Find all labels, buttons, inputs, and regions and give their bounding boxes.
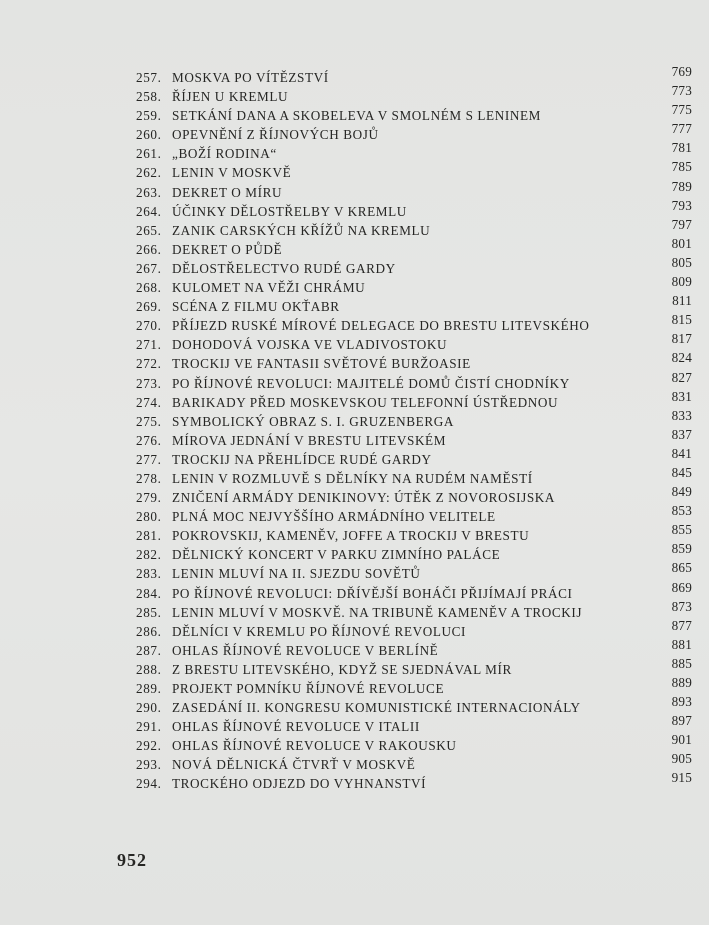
toc-entry [136,541,696,564]
entry-page: 817 [671,331,692,347]
entry-page: 777 [671,121,692,137]
entry-title: DOHODOVÁ VOJSKA VE VLADIVOSTOKU [172,337,448,353]
entry-title: OHLAS ŘÍJNOVÉ REVOLUCE V BERLÍNĚ [172,642,439,658]
entry-number: 272. [136,356,162,372]
entry-page: 859 [671,541,692,557]
toc-entry [136,159,696,182]
entry-page: 905 [671,751,692,767]
toc-entry [136,503,696,526]
toc-entry [136,369,696,393]
entry-number: 292. [136,738,162,754]
toc-entry [136,254,696,278]
entry-page: 805 [671,254,692,270]
entry-title: ZNIČENÍ ARMÁDY DENIKINOVY: ÚTĚK Z NOVOROSIJSKA [172,490,556,506]
toc-entry [136,464,696,488]
toc-entry [136,83,696,106]
toc-entry [136,522,696,545]
entry-number: 261. [136,146,162,162]
entry-number: 286. [136,623,162,639]
entry-title: PLNÁ MOC NEJVYŠŠÍHO ARMÁDNÍHO VELITELE [172,509,496,525]
entry-title: SETKÁNÍ DANA A SKOBELEVA V SMOLNÉM S LENINEM [172,108,541,124]
toc-entry [136,636,696,660]
entry-number: 263. [136,184,162,200]
toc-entry [136,732,696,755]
entry-page: 797 [671,216,692,232]
entry-title: KULOMET NA VĚŽI CHRÁMU [172,280,366,296]
entry-page: 789 [671,178,692,194]
entry-number: 277. [136,451,162,467]
entry-title: ŘÍJEN U KREMLU [172,89,289,105]
toc-entry [136,484,696,507]
entry-page: 869 [671,579,692,595]
table-of-contents [136,64,696,794]
entry-title: BARIKADY PŘED MOSKEVSKOU TELEFONNÍ ÚSTŘEDNOU [172,394,559,410]
entry-title: NOVÁ DĚLNICKÁ ČTVRŤ V MOSKVĚ [172,757,416,773]
toc-entry [136,140,696,163]
entry-number: 275. [136,413,162,429]
entry-number: 262. [136,165,162,181]
entry-title: ZANIK CARSKÝCH KŘÍŽŮ NA KREMLU [172,222,431,238]
entry-title: PO ŘÍJNOVÉ REVOLUCI: DŘÍVĚJŠÍ BOHÁČI PŘIJÍMAJÍ PRÁCI [172,585,573,601]
toc-entry [136,293,696,316]
entry-page: 889 [671,675,692,690]
entry-number: 280. [136,509,162,525]
entry-title: DEKRET O MÍRU [172,184,283,200]
entry-title: DĚLNICKÝ KONCERT V PARKU ZIMNÍHO PALÁCE [172,547,501,563]
entry-number: 293. [136,757,162,773]
toc-entry [136,274,696,297]
toc-entry [136,598,696,622]
toc-entry [136,102,696,125]
entry-page: 815 [671,312,692,328]
entry-title: DĚLOSTŘELECTVO RUDÉ GARDY [172,260,396,276]
entry-page: 881 [671,636,692,652]
entry-title: DEKRET O PŮDĚ [172,241,283,257]
entry-title: ZASEDÁNÍ II. KONGRESU KOMUNISTICKÉ INTERNACIONÁLY [172,700,581,716]
entry-page: 775 [671,102,692,118]
entry-title: MOSKVA PO VÍTĚZSTVÍ [172,70,329,85]
entry-number: 265. [136,222,162,238]
entry-page: 769 [671,64,692,79]
entry-title: LENIN V ROZMLUVĚ S DĚLNÍKY NA RUDÉM NAMĚSTÍ [172,470,533,486]
entry-page: 915 [671,770,692,786]
entry-number: 269. [136,299,162,315]
toc-entry [136,751,696,774]
toc-entry [136,579,696,603]
entry-number: 279. [136,490,162,506]
entry-page: 785 [671,159,692,175]
entry-number: 284. [136,585,162,601]
toc-entry [136,655,696,679]
entry-number: 287. [136,642,162,658]
toc-entry [136,216,696,240]
entry-title: „BOŽÍ RODINA“ [172,146,277,162]
entry-title: POKROVSKIJ, KAMENĚV, JOFFE A TROCKIJ V BRESTU [172,528,530,544]
entry-title: PŘÍJEZD RUSKÉ MÍROVÉ DELEGACE DO BRESTU LITEVSKÉHO [172,318,590,334]
entry-page: 877 [671,617,692,633]
entry-number: 274. [136,394,162,410]
entry-number: 268. [136,280,162,296]
entry-page: 893 [671,694,692,710]
entry-page: 897 [671,713,692,729]
entry-title: MÍROVA JEDNÁNÍ V BRESTU LITEVSKÉM [172,432,447,448]
entry-page: 855 [671,522,692,538]
entry-page: 831 [671,388,692,404]
entry-page: 801 [671,235,692,251]
entry-number: 285. [136,604,162,620]
page-number: 952 [117,850,147,870]
entry-title: SYMBOLICKÝ OBRAZ S. I. GRUZENBERGA [172,413,454,429]
entry-number: 294. [136,776,162,792]
toc-entry [136,178,696,202]
entry-title: TROCKIJ VE FANTASII SVĚTOVÉ BURŽOASIE [172,356,471,372]
entry-title: OHLAS ŘÍJNOVÉ REVOLUCE V RAKOUSKU [172,738,457,754]
entry-page: 865 [671,560,692,576]
entry-number: 288. [136,661,162,677]
toc-entry [136,121,696,144]
toc-entry [136,407,696,431]
entry-number: 291. [136,719,162,735]
entry-title: Z BRESTU LITEVSKÉHO, KDYŽ SE SJEDNÁVAL MÍR [172,661,512,677]
entry-page: 853 [671,503,692,519]
entry-page: 849 [671,484,692,500]
entry-page: 811 [672,293,692,309]
toc-entry [136,64,696,87]
entry-page: 827 [671,369,692,385]
toc-entry [136,675,696,698]
entry-number: 281. [136,528,162,544]
entry-number: 276. [136,432,162,448]
entry-number: 283. [136,566,162,582]
entry-number: 270. [136,318,162,334]
entry-page: 873 [671,598,692,614]
entry-number: 266. [136,241,162,257]
entry-number: 258. [136,89,162,105]
entry-number: 289. [136,681,162,696]
toc-entry [136,560,696,583]
entry-page: 841 [671,445,692,461]
entry-title: DĚLNÍCI V KREMLU PO ŘÍJNOVÉ REVOLUCI [172,623,467,639]
entry-number: 267. [136,260,162,276]
entry-number: 260. [136,127,162,143]
entry-title: ÚČINKY DĚLOSTŘELBY V KREMLU [172,203,407,219]
toc-entry [136,694,696,717]
entry-number: 259. [136,108,162,124]
entry-title: SCÉNA Z FILMU OKŤABR [172,299,340,315]
entry-page: 885 [671,655,692,671]
entry-number: 278. [136,470,162,486]
entry-page: 845 [671,464,692,480]
toc-entry [136,426,696,450]
entry-number: 264. [136,203,162,219]
toc-entry [136,713,696,736]
entry-number: 273. [136,375,162,391]
entry-title: OHLAS ŘÍJNOVÉ REVOLUCE V ITALII [172,719,420,735]
entry-title: PO ŘÍJNOVÉ REVOLUCI: MAJITELÉ DOMŮ ČISTÍ CHODNÍKY [172,375,570,391]
toc-entry [136,312,696,335]
entry-page: 793 [671,197,692,213]
entry-title: TROCKIJ NA PŘEHLÍDCE RUDÉ GARDY [172,451,432,467]
entry-number: 282. [136,547,162,563]
toc-entry [136,770,696,793]
entry-number: 257. [136,70,162,85]
toc-entry [136,445,696,469]
toc-entry [136,617,696,641]
toc-entry [136,388,696,412]
toc-entry [136,350,696,373]
entry-title: LENIN MLUVÍ V MOSKVĚ. NA TRIBUNĚ KAMENĚV A TROCKIJ [172,604,583,620]
toc-entry [136,331,696,354]
entry-page: 781 [671,140,692,156]
entry-page: 837 [671,426,692,442]
entry-page: 833 [671,407,692,423]
entry-title: LENIN MLUVÍ NA II. SJEZDU SOVĚTŮ [172,566,421,582]
entry-title: OPEVNĚNÍ Z ŘÍJNOVÝCH BOJŮ [172,127,379,143]
entry-page: 901 [671,732,692,748]
entry-page: 773 [671,83,692,99]
entry-title: PROJEKT POMNÍKU ŘÍJNOVÉ REVOLUCE [172,681,445,696]
toc-entry [136,197,696,221]
entry-number: 271. [136,337,162,353]
entry-title: LENIN V MOSKVĚ [172,165,292,181]
entry-title: TROCKÉHO ODJEZD DO VYHNANSTVÍ [172,776,427,792]
entry-page: 809 [671,274,692,290]
entry-number: 290. [136,700,162,716]
toc-entry [136,235,696,259]
entry-page: 824 [671,350,692,366]
